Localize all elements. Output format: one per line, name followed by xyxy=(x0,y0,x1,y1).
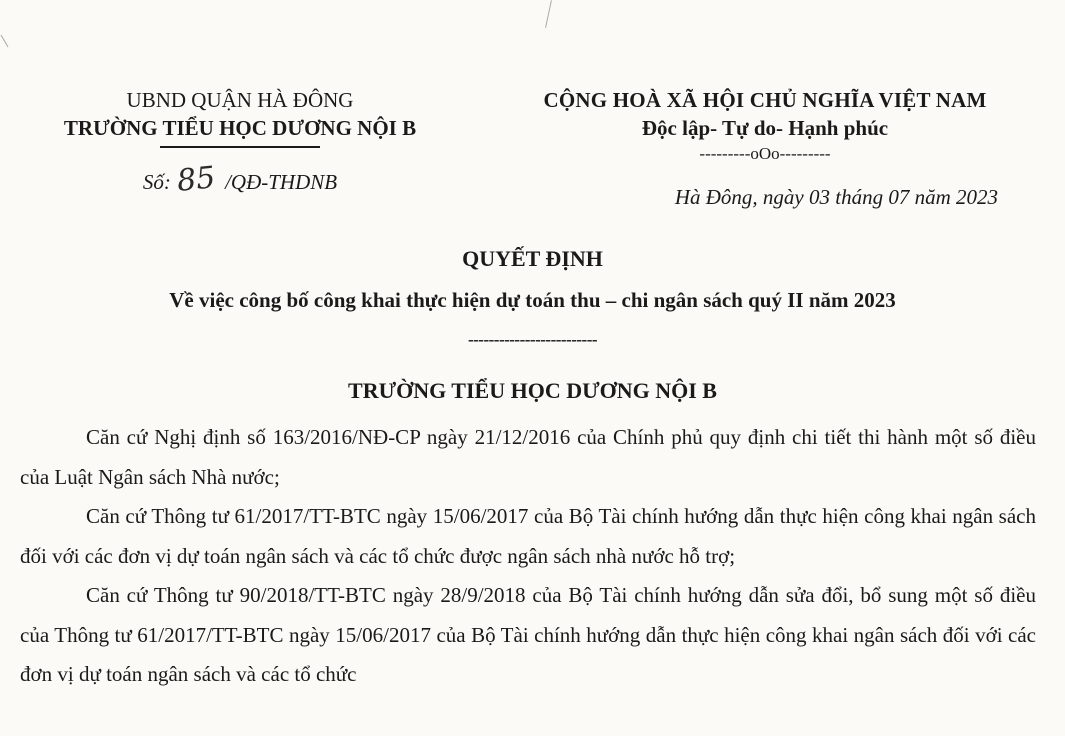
document-type: QUYẾT ĐỊNH xyxy=(462,246,603,271)
parent-agency: UBND QUẬN HÀ ĐÔNG xyxy=(126,88,354,112)
republic-name: CỘNG HOÀ XÃ HỘI CHỦ NGHĨA VIỆT NAM xyxy=(543,88,987,112)
legal-basis-paragraph: Căn cứ Thông tư 90/2018/TT-BTC ngày 28/9/2018 của Bộ Tài chính hướng dẫn sửa đổi, bổ sung một số điều của Thông tư 61/2017/TT-BTC ngày 15/06/2017 của Bộ Tài chính hướng dẫn thực hiện công khai ngân sách đối với các đơn vị dự toán ngân sách và các tổ chức xyxy=(20,583,1036,686)
subject-divider: ------------------------- xyxy=(467,330,598,349)
document-subject: Về việc công bố công khai thực hiện dự toán thu – chi ngân sách quý II năm 2023 xyxy=(169,288,896,312)
legal-basis-paragraph: Căn cứ Thông tư 61/2017/TT-BTC ngày 15/06/2017 của Bộ Tài chính hướng dẫn thực hiện công khai ngân sách đối với các đơn vị dự toán ngân sách và các tổ chức được ngân sách nhà nước hỗ trợ; xyxy=(20,504,1036,568)
issuer-name: TRƯỜNG TIỂU HỌC DƯƠNG NỘI B xyxy=(348,378,717,403)
national-motto: Độc lập- Tự do- Hạnh phúc xyxy=(641,116,889,140)
issuing-authority-block xyxy=(20,86,460,197)
scan-mark xyxy=(545,0,552,28)
national-title-block xyxy=(470,86,1060,166)
number-suffix: /QĐ-THDNB xyxy=(225,169,338,194)
number-prefix: Số: xyxy=(142,169,171,194)
document-number xyxy=(20,159,460,199)
handwritten-number: 85 xyxy=(175,159,217,199)
underline-rule xyxy=(160,146,320,148)
scan-mark xyxy=(1,35,9,48)
legal-basis-paragraph: Căn cứ Nghị định số 163/2016/NĐ-CP ngày 21/12/2016 của Chính phủ quy định chi tiết thi hành một số điều của Luật Ngân sách Nhà nước; xyxy=(20,425,1036,489)
place-and-date: Hà Đông, ngày 03 tháng 07 năm 2023 xyxy=(674,185,998,209)
ornament-divider: ---------oOo--------- xyxy=(699,144,831,163)
school-name: TRƯỜNG TIỂU HỌC DƯƠNG NỘI B xyxy=(63,116,417,140)
document-body xyxy=(20,418,1036,695)
